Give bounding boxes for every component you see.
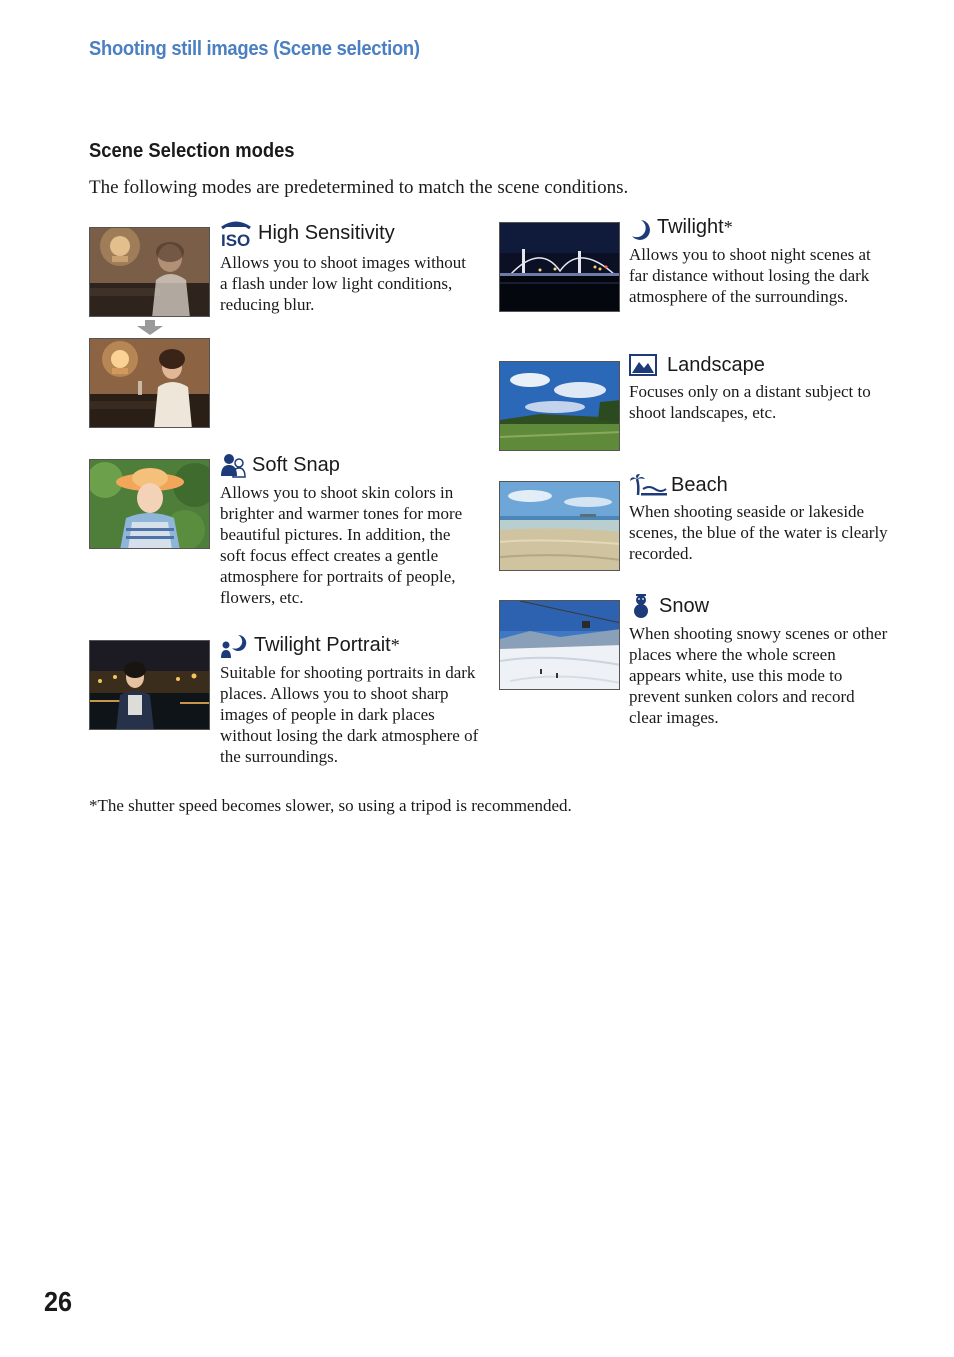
mode-title-text: Soft Snap <box>252 453 340 476</box>
mode-beach <box>629 473 889 564</box>
mode-twilight <box>629 214 889 307</box>
mode-soft-snap <box>220 452 480 608</box>
intro-text: The following modes are predetermined to match the scene conditions. <box>89 177 629 198</box>
asterisk-marker: * <box>723 216 733 237</box>
mode-title-text: Twilight Portrait <box>254 633 391 656</box>
footnote-text: The shutter speed becomes slower, so using a tripod is recommended. <box>97 796 572 815</box>
mode-description: Allows you to shoot night scenes at far distance without losing the dark atmosphere of the surroundings. <box>629 245 871 306</box>
mode-title-beach <box>629 473 889 497</box>
mode-title-snow <box>629 593 889 619</box>
footnote <box>89 796 572 816</box>
mode-title-text: Snow <box>659 594 710 617</box>
beach-photo <box>499 481 620 571</box>
page-number: 26 <box>44 1286 73 1317</box>
mode-title-landscape <box>629 353 889 377</box>
mode-title-twilight-portrait <box>220 632 480 658</box>
beach-icon <box>629 473 667 497</box>
mode-twilight-portrait <box>220 632 480 767</box>
mode-high-sensitivity <box>220 219 470 315</box>
high-sensitivity-before-photo <box>89 227 210 317</box>
snowman-icon <box>629 593 653 619</box>
mode-snow <box>629 593 889 728</box>
mode-description: When shooting seaside or lakeside scenes, the blue of the water is clearly recorded. <box>629 502 888 563</box>
snow-photo <box>499 600 620 690</box>
landscape-photo <box>499 361 620 451</box>
mode-landscape <box>629 353 889 423</box>
running-head: Shooting still images (Scene selection) <box>89 38 420 60</box>
twilight-portrait-icon <box>220 632 248 658</box>
mode-title-soft-snap <box>220 452 480 478</box>
iso-icon <box>220 219 252 247</box>
soft-snap-photo <box>89 459 210 549</box>
footnote-marker: * <box>89 796 98 815</box>
mode-title-high-sensitivity <box>220 219 470 247</box>
mode-description: Allows you to shoot skin colors in brighter and warmer tones for more beautiful pictures. In addition, the soft focus effect creates a gentle atmosphere for portraits of people, flowers, etc. <box>220 483 463 607</box>
crescent-moon-icon <box>629 214 651 240</box>
mode-title-text: Twilight <box>657 215 724 238</box>
mode-title-text: Beach <box>671 473 728 496</box>
mode-title-text: High Sensitivity <box>258 221 395 244</box>
svg-text:ISO: ISO <box>221 231 251 247</box>
section-title: Scene Selection modes <box>89 140 295 162</box>
high-sensitivity-after-photo <box>89 338 210 428</box>
soft-snap-icon <box>220 452 246 478</box>
mode-description: Suitable for shooting portraits in dark places. Allows you to shoot sharp images of people in dark places without losing the dark atmosphere of the surroundings. <box>220 663 479 766</box>
landscape-icon <box>629 353 657 377</box>
mode-description: Focuses only on a distant subject to shoot landscapes, etc. <box>629 382 871 422</box>
mode-description: When shooting snowy scenes or other places where the whole screen appears white, use this mode to prevent sunken colors and record clear images. <box>629 624 888 727</box>
mode-title-twilight <box>629 214 889 240</box>
mode-title-text: Landscape <box>667 353 765 376</box>
twilight-photo <box>499 222 620 312</box>
down-arrow-icon <box>136 320 164 340</box>
asterisk-marker: * <box>390 634 400 655</box>
mode-description: Allows you to shoot images without a flash under low light conditions, reducing blur. <box>220 253 467 314</box>
twilight-portrait-photo <box>89 640 210 730</box>
